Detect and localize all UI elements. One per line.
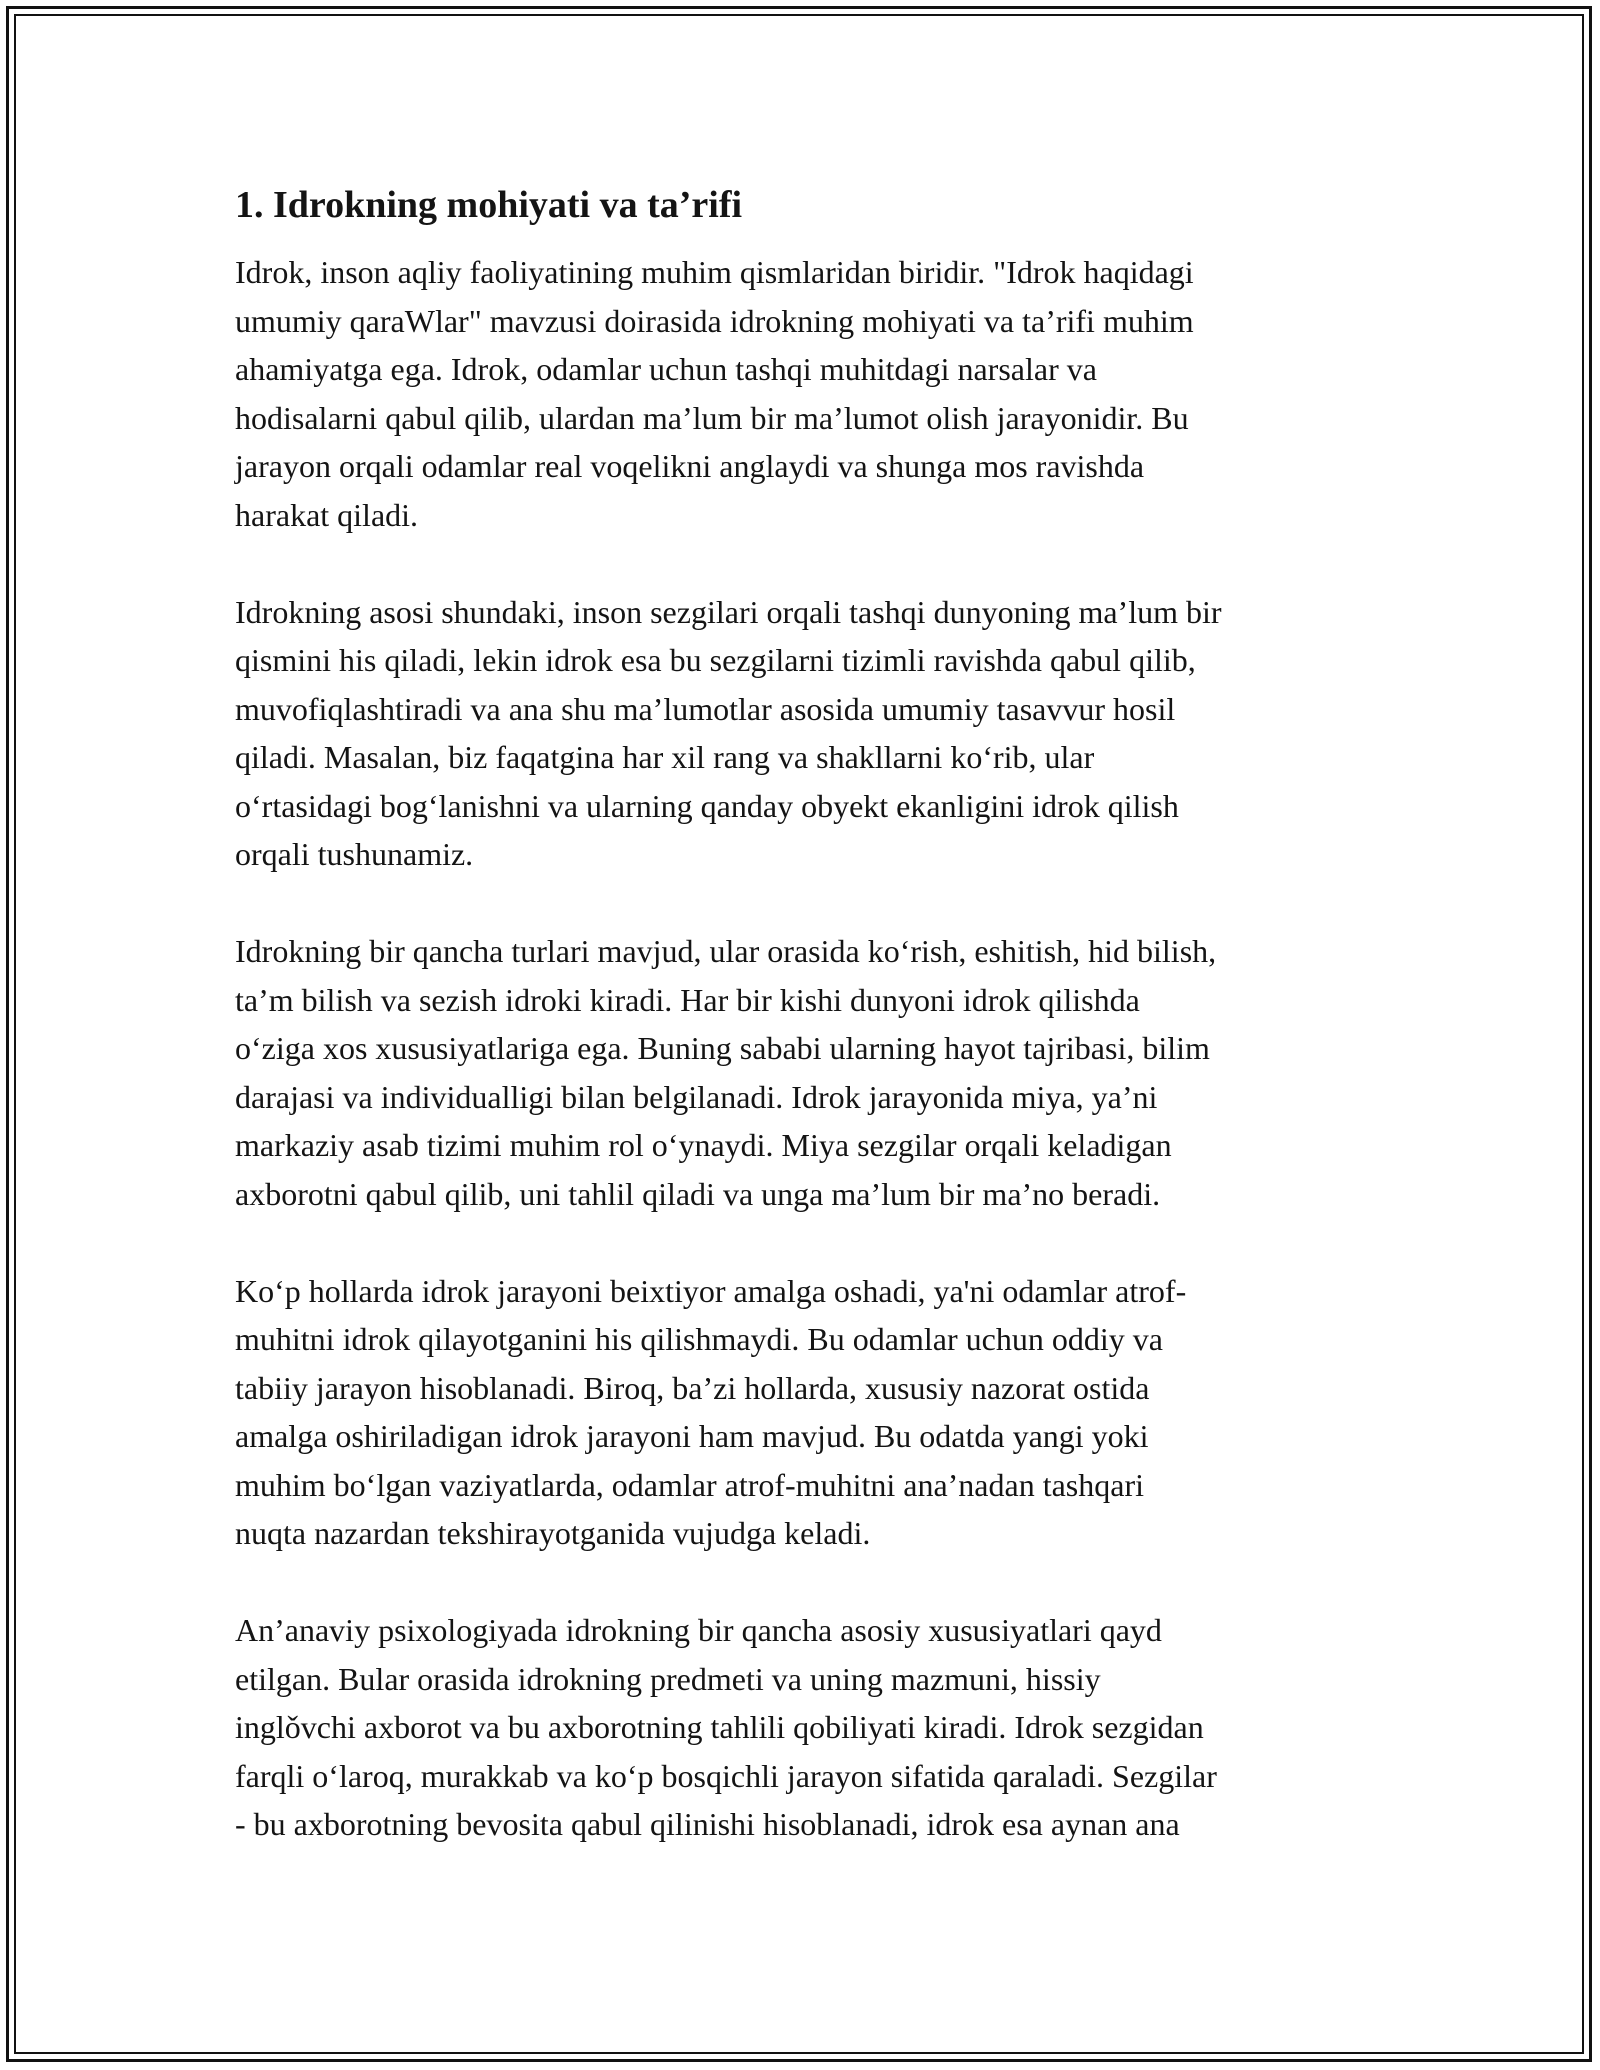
section-heading: 1. Idrokning mohiyati va ta’rifi xyxy=(235,184,743,226)
paragraph-5: An’anaviy psixologiyada idrokning bir qancha asosiy xususiyatlari qayd etilgan. Bular orasida idrokning predmeti va uning mazmuni, hissiy inglǒvchi axborot va bu axborotning tahlili qobiliyati kiradi. Idrok sezgidan farqli o‘laroq, murakkab va ko‘p bosqichli jarayon sifatida qaraladi. Sezgilar - bu axborotning bevosita qabul qilinishi hisoblanadi, idrok esa aynan ana xyxy=(235,1612,1217,1842)
paragraph-2: Idrokning asosi shundaki, inson sezgilari orqali tashqi dunyoning ma’lum bir qismini his qiladi, lekin idrok esa bu sezgilarni tizimli ravishda qabul qilib, muvofiqlashtiradi va ana shu ma’lumotlar asosida umumiy tasavvur hosil qiladi. Masalan, biz faqatgina har xil rang va shakllarni ko‘rib, ular o‘rtasidagi bog‘lanishni va ularning qanday obyekt ekanligini idrok qilish orqali tushunamiz. xyxy=(235,593,1222,872)
paragraph-1: Idrok, inson aqliy faoliyatining muhim qismlaridan biridir. "Idrok haqidagi umumiy qaraWlar" mavzusi doirasida idrokning mohiyati va ta’rifi muhim ahamiyatga ega. Idrok, odamlar uchun tashqi muhitdagi narsalar va hodisalarni qabul qilib, ulardan ma’lum bir ma’lumot olish jarayonidir. Bu jarayon orqali odamlar real voqelikni anglaydi va shunga mos ravishda harakat qiladi. xyxy=(235,254,1194,533)
paragraph-4: Ko‘p hollarda idrok jarayoni beixtiyor amalga oshadi, ya'ni odamlar atrof- muhitni idrok qilayotganini his qilishmaydi. Bu odamlar uchun oddiy va tabiiy jarayon hisoblanadi. Biroq, ba’zi hollarda, xususiy nazorat ostida amalga oshiriladigan idrok jarayoni ham mavjud. Bu odatda yangi yoki muhim bo‘lgan vaziyatlarda, odamlar atrof-muhitni ana’nadan tashqari nuqta nazardan tekshirayotganida vujudga keladi. xyxy=(235,1272,1187,1551)
document-body xyxy=(235,180,1365,1897)
paragraph-3: Idrokning bir qancha turlari mavjud, ular orasida ko‘rish, eshitish, hid bilish, ta’m bilish va sezish idroki kiradi. Har bir kishi dunyoni idrok qilishda o‘ziga xos xususiyatlariga ega. Buning sababi ularning hayot tajribasi, bilim darajasi va individualligi bilan belgilanadi. Idrok jarayonida miya, ya’ni markaziy asab tizimi muhim rol o‘ynaydi. Miya sezgilar orqali keladigan axborotni qabul qilib, uni tahlil qiladi va unga ma’lum bir ma’no beradi. xyxy=(235,933,1217,1212)
